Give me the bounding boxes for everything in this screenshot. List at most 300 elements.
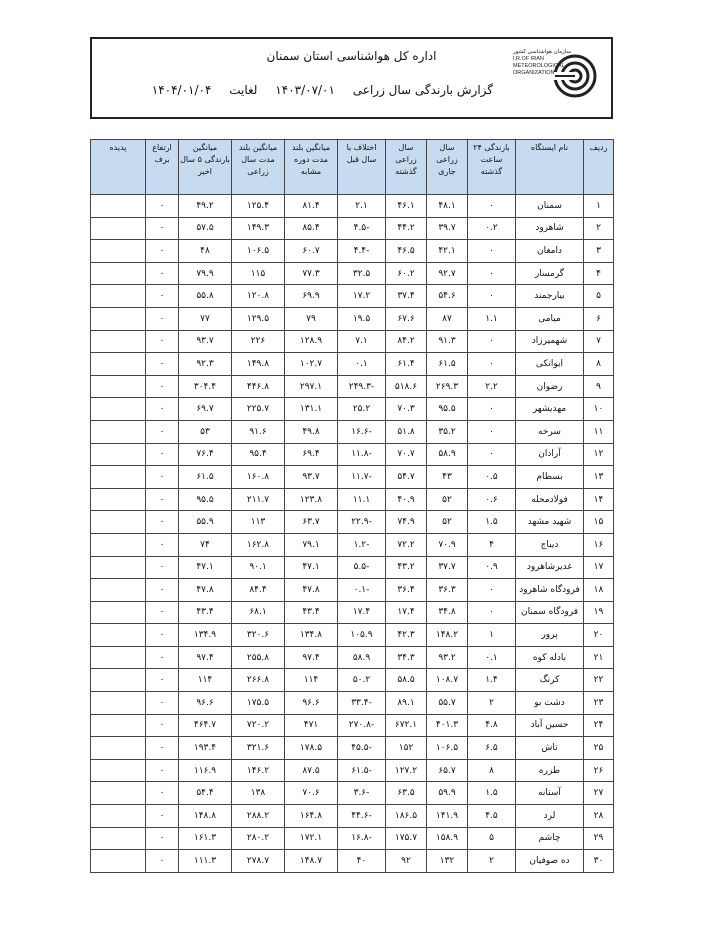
- table-cell: ۷۴.۹: [386, 511, 427, 534]
- table-cell: ۱۳۲: [427, 850, 468, 873]
- table-cell: ۱۰۵.۹: [338, 624, 386, 647]
- table-cell: ۱۶۴.۸: [285, 805, 338, 828]
- table-cell: [91, 624, 146, 647]
- table-cell: ۱۹۳.۴: [179, 737, 232, 760]
- table-row: [91, 669, 614, 692]
- table-cell: ۰: [146, 737, 179, 760]
- table-cell: ۲۷: [584, 782, 614, 805]
- station-name-cell: حسین آباد: [516, 714, 584, 737]
- table-cell: ۱۱۶.۹: [179, 759, 232, 782]
- table-cell: ۹۵.۴: [232, 443, 285, 466]
- table-cell: ۳۰: [584, 850, 614, 873]
- table-cell: ۱۳۴.۸: [285, 624, 338, 647]
- table-cell: ۹۳.۲: [427, 646, 468, 669]
- table-cell: [91, 579, 146, 602]
- table-cell: ۳۷.۴: [386, 285, 427, 308]
- table-row: [91, 195, 614, 218]
- station-name-cell: بیارجمند: [516, 285, 584, 308]
- table-cell: ۹۲.۳: [179, 353, 232, 376]
- table-cell: ۳۹.۷: [427, 217, 468, 240]
- until-label: لغایت: [229, 83, 258, 97]
- table-row: [91, 737, 614, 760]
- table-cell: ۰: [146, 240, 179, 263]
- table-row: [91, 579, 614, 602]
- column-header: اختلاف با سال قبل: [338, 140, 386, 195]
- table-cell: ۴.۸: [468, 714, 516, 737]
- table-cell: -۳.۶: [338, 782, 386, 805]
- table-cell: [91, 511, 146, 534]
- station-name-cell: طزره: [516, 759, 584, 782]
- table-cell: ۱۷۵.۷: [386, 827, 427, 850]
- table-cell: ۴: [584, 262, 614, 285]
- table-cell: ۱۲۵.۴: [232, 195, 285, 218]
- table-cell: ۲: [468, 692, 516, 715]
- table-cell: ۱۷۸.۵: [285, 737, 338, 760]
- table-cell: ۰: [146, 330, 179, 353]
- table-cell: ۰: [468, 443, 516, 466]
- table-cell: ۰: [468, 330, 516, 353]
- table-cell: ۱۹: [584, 601, 614, 624]
- table-cell: ۱۶۰.۸: [232, 466, 285, 489]
- table-cell: ۱۳۱.۱: [285, 398, 338, 421]
- table-cell: ۱.۱: [468, 307, 516, 330]
- table-cell: ۱۲۰.۸: [232, 285, 285, 308]
- table-cell: ۰: [146, 511, 179, 534]
- table-cell: ۸۷.۵: [285, 759, 338, 782]
- table-cell: ۲.۲: [468, 375, 516, 398]
- column-header: میانگین بلند مدت دوره مشابه: [285, 140, 338, 195]
- table-cell: ۴۸.۱: [427, 195, 468, 218]
- table-cell: [91, 488, 146, 511]
- table-cell: ۰: [146, 759, 179, 782]
- station-name-cell: لرد: [516, 805, 584, 828]
- table-cell: ۷۹: [285, 307, 338, 330]
- table-cell: ۱۷.۴: [338, 601, 386, 624]
- table-cell: ۴۹.۸: [285, 420, 338, 443]
- table-cell: ۶۷۲.۱: [386, 714, 427, 737]
- table-cell: ۷۰.۳: [386, 398, 427, 421]
- table-cell: ۱۱۳: [232, 511, 285, 534]
- table-row: [91, 420, 614, 443]
- table-cell: ۷۹.۱: [285, 533, 338, 556]
- table-cell: ۳۷.۷: [427, 556, 468, 579]
- table-cell: ۰: [146, 827, 179, 850]
- column-header: بارندگی ۲۴ ساعت گذشته: [468, 140, 516, 195]
- table-cell: ۳۵.۲: [427, 420, 468, 443]
- table-cell: ۱۸: [584, 579, 614, 602]
- table-cell: ۵: [468, 827, 516, 850]
- table-row: [91, 624, 614, 647]
- table-cell: ۰: [468, 353, 516, 376]
- station-name-cell: بادله کوه: [516, 646, 584, 669]
- table-cell: [91, 601, 146, 624]
- table-cell: ۵۵.۷: [427, 692, 468, 715]
- table-cell: ۲.۱: [338, 195, 386, 218]
- table-cell: ۸۹.۱: [386, 692, 427, 715]
- table-row: [91, 443, 614, 466]
- station-name-cell: میامی: [516, 307, 584, 330]
- table-row: [91, 330, 614, 353]
- table-cell: -۴.۴: [338, 240, 386, 263]
- table-cell: ۲۶۶.۸: [232, 669, 285, 692]
- table-cell: ۰.۵: [468, 466, 516, 489]
- table-cell: ۷: [584, 330, 614, 353]
- table-cell: ۵۵.۸: [179, 285, 232, 308]
- report-header: [90, 37, 613, 119]
- table-cell: ۰: [146, 398, 179, 421]
- table-cell: ۱۰۲.۷: [285, 353, 338, 376]
- table-cell: [91, 692, 146, 715]
- table-cell: ۲۲۵.۷: [232, 398, 285, 421]
- column-header: پدیده: [91, 140, 146, 195]
- table-cell: -۱۶.۸: [338, 827, 386, 850]
- table-cell: ۱۵۲: [386, 737, 427, 760]
- table-cell: ۵۷.۵: [179, 217, 232, 240]
- table-cell: [91, 195, 146, 218]
- table-row: [91, 375, 614, 398]
- table-cell: [91, 330, 146, 353]
- table-cell: ۹۰.۱: [232, 556, 285, 579]
- table-cell: ۳۲۱.۶: [232, 737, 285, 760]
- table-cell: ۷۷.۳: [285, 262, 338, 285]
- table-cell: [91, 850, 146, 873]
- table-cell: ۹۷.۴: [285, 646, 338, 669]
- table-cell: ۴۶۴.۷: [179, 714, 232, 737]
- station-name-cell: غدیرشاهرود: [516, 556, 584, 579]
- table-cell: ۴۴۶.۸: [232, 375, 285, 398]
- table-cell: ۷.۱: [338, 330, 386, 353]
- table-cell: ۰: [146, 307, 179, 330]
- table-cell: ۲۸۰.۲: [232, 827, 285, 850]
- table-cell: ۶۵.۷: [427, 759, 468, 782]
- table-cell: ۲۱۱.۷: [232, 488, 285, 511]
- table-cell: [91, 375, 146, 398]
- table-cell: ۷۰.۷: [386, 443, 427, 466]
- table-cell: ۷۰.۶: [285, 782, 338, 805]
- table-cell: -۱۶.۶: [338, 420, 386, 443]
- station-name-cell: فرودگاه سمنان: [516, 601, 584, 624]
- table-cell: ۶۹.۷: [179, 398, 232, 421]
- column-header: ارتفاع برف: [146, 140, 179, 195]
- table-row: [91, 692, 614, 715]
- table-cell: ۴۷۱: [285, 714, 338, 737]
- table-cell: ۵۱.۸: [386, 420, 427, 443]
- table-cell: ۲۹۷.۱: [285, 375, 338, 398]
- table-cell: [91, 466, 146, 489]
- table-cell: ۰: [468, 579, 516, 602]
- table-cell: ۱۳۸: [232, 782, 285, 805]
- table-cell: ۱۶: [584, 533, 614, 556]
- column-header: ردیف: [584, 140, 614, 195]
- station-name-cell: فرودگاه شاهرود: [516, 579, 584, 602]
- table-cell: ۶۱.۴: [386, 353, 427, 376]
- table-cell: ۳۶.۳: [427, 579, 468, 602]
- table-cell: -۱۱.۸: [338, 443, 386, 466]
- table-cell: ۲۳: [584, 692, 614, 715]
- table-cell: -۴۴.۶: [338, 805, 386, 828]
- table-cell: ۰: [146, 556, 179, 579]
- table-cell: ۰: [468, 195, 516, 218]
- table-cell: ۴۲.۱: [427, 240, 468, 263]
- table-cell: ۲۵.۲: [338, 398, 386, 421]
- station-name-cell: شهمیرزاد: [516, 330, 584, 353]
- table-row: [91, 850, 614, 873]
- table-cell: ۹۵.۵: [427, 398, 468, 421]
- table-cell: ۳: [584, 240, 614, 263]
- table-cell: ۳۲.۵: [338, 262, 386, 285]
- table-cell: ۴۷.۱: [179, 556, 232, 579]
- table-cell: ۴۶.۵: [386, 240, 427, 263]
- station-name-cell: ایوانکی: [516, 353, 584, 376]
- table-cell: ۸۱.۴: [285, 195, 338, 218]
- table-cell: ۱۷: [584, 556, 614, 579]
- column-header: سال زراعی جاری: [427, 140, 468, 195]
- station-name-cell: سرخه: [516, 420, 584, 443]
- table-cell: ۵۴.۴: [179, 782, 232, 805]
- table-row: [91, 217, 614, 240]
- table-cell: ۸: [584, 353, 614, 376]
- table-cell: ۱۵: [584, 511, 614, 534]
- station-name-cell: فولادمحله: [516, 488, 584, 511]
- table-cell: ۶۱.۵: [427, 353, 468, 376]
- table-cell: ۴۷.۱: [285, 556, 338, 579]
- table-cell: ۵۹.۹: [427, 782, 468, 805]
- table-cell: ۱۴۹.۳: [232, 217, 285, 240]
- table-cell: ۱۲۸.۹: [285, 330, 338, 353]
- table-row: [91, 805, 614, 828]
- table-cell: -۲۴۹.۳: [338, 375, 386, 398]
- table-cell: ۱۱: [584, 420, 614, 443]
- table-row: [91, 533, 614, 556]
- table-cell: -۵.۵: [338, 556, 386, 579]
- station-name-cell: تاش: [516, 737, 584, 760]
- table-cell: ۷۲۰.۲: [232, 714, 285, 737]
- table-cell: -۳۳.۴: [338, 692, 386, 715]
- table-row: [91, 398, 614, 421]
- table-cell: ۹۱.۶: [232, 420, 285, 443]
- table-row: [91, 353, 614, 376]
- table-cell: ۰: [146, 262, 179, 285]
- table-cell: ۷۷: [179, 307, 232, 330]
- table-cell: ۴۸: [179, 240, 232, 263]
- table-cell: ۹۶.۶: [179, 692, 232, 715]
- table-cell: [91, 262, 146, 285]
- column-header: سال زراعی گذشته: [386, 140, 427, 195]
- table-row: [91, 646, 614, 669]
- table-cell: ۳۰۴.۴: [179, 375, 232, 398]
- table-cell: ۵۱۸.۶: [386, 375, 427, 398]
- table-cell: ۲۲۶: [232, 330, 285, 353]
- table-cell: ۴۷.۸: [179, 579, 232, 602]
- rainfall-table-container: [90, 139, 613, 873]
- table-cell: ۴۳.۴: [285, 601, 338, 624]
- table-cell: ۱۰: [584, 398, 614, 421]
- table-body: [91, 195, 614, 873]
- table-cell: ۱۸۶.۵: [386, 805, 427, 828]
- table-cell: [91, 398, 146, 421]
- station-name-cell: رضوان: [516, 375, 584, 398]
- table-cell: ۱: [584, 195, 614, 218]
- table-cell: ۲۹: [584, 827, 614, 850]
- table-cell: ۱۷۵.۵: [232, 692, 285, 715]
- table-cell: ۰: [468, 601, 516, 624]
- station-name-cell: بسطام: [516, 466, 584, 489]
- table-cell: [91, 307, 146, 330]
- table-row: [91, 307, 614, 330]
- table-cell: ۱۱.۱: [338, 488, 386, 511]
- table-cell: ۹۳.۷: [179, 330, 232, 353]
- station-name-cell: مهدیشهر: [516, 398, 584, 421]
- station-name-cell: چاشم: [516, 827, 584, 850]
- table-cell: ۲۶۹.۳: [427, 375, 468, 398]
- table-cell: ۹۵.۵: [179, 488, 232, 511]
- table-cell: ۱۱۱.۳: [179, 850, 232, 873]
- table-cell: -۲۲.۹: [338, 511, 386, 534]
- table-cell: ۶۷.۶: [386, 307, 427, 330]
- table-cell: ۶۰.۷: [285, 240, 338, 263]
- table-cell: ۶۸.۱: [232, 601, 285, 624]
- table-row: [91, 285, 614, 308]
- station-name-cell: کرنگ: [516, 669, 584, 692]
- station-name-cell: شاهرود: [516, 217, 584, 240]
- table-cell: ۲۸۸.۲: [232, 805, 285, 828]
- table-cell: ۵۴.۷: [386, 466, 427, 489]
- table-cell: ۱۴۸.۷: [285, 850, 338, 873]
- table-cell: ۱۶۱.۳: [179, 827, 232, 850]
- table-cell: ۱۲۷.۲: [386, 759, 427, 782]
- table-cell: ۵۸.۹: [427, 443, 468, 466]
- table-cell: ۱۴۸.۸: [179, 805, 232, 828]
- station-name-cell: دشت بو: [516, 692, 584, 715]
- table-cell: ۱: [468, 624, 516, 647]
- table-cell: [91, 353, 146, 376]
- table-cell: -۶۱.۵: [338, 759, 386, 782]
- table-cell: ۱۷۲.۱: [285, 827, 338, 850]
- table-cell: ۰: [146, 488, 179, 511]
- table-cell: ۹۷.۴: [179, 646, 232, 669]
- table-cell: ۲۰: [584, 624, 614, 647]
- station-name-cell: آرادان: [516, 443, 584, 466]
- table-cell: [91, 782, 146, 805]
- table-cell: ۲۵: [584, 737, 614, 760]
- table-row: [91, 466, 614, 489]
- table-cell: ۰.۶: [468, 488, 516, 511]
- station-name-cell: شهید مشهد: [516, 511, 584, 534]
- table-cell: [91, 420, 146, 443]
- table-cell: ۱۴: [584, 488, 614, 511]
- table-cell: ۱۲: [584, 443, 614, 466]
- table-cell: ۰: [468, 285, 516, 308]
- report-subtitle: [138, 83, 493, 97]
- column-header: میانگین بارندگی ۵ سال اخیر: [179, 140, 232, 195]
- table-cell: ۱۵۸.۹: [427, 827, 468, 850]
- table-cell: ۶.۵: [468, 737, 516, 760]
- table-cell: -۱.۲: [338, 533, 386, 556]
- table-cell: ۲۵۵.۸: [232, 646, 285, 669]
- table-row: [91, 240, 614, 263]
- table-cell: ۲۱: [584, 646, 614, 669]
- table-row: [91, 262, 614, 285]
- station-name-cell: گرمسار: [516, 262, 584, 285]
- table-cell: ۰: [146, 850, 179, 873]
- table-cell: ۸۴.۲: [386, 330, 427, 353]
- date-from: ۱۴۰۳/۰۷/۰۱: [275, 83, 335, 97]
- table-cell: [91, 443, 146, 466]
- table-cell: ۴۳.۴: [179, 601, 232, 624]
- table-cell: ۶: [584, 307, 614, 330]
- table-cell: -۴۵.۵: [338, 737, 386, 760]
- table-cell: ۸۴.۴: [232, 579, 285, 602]
- table-cell: ۴۲.۳: [386, 624, 427, 647]
- station-name-cell: سمنان: [516, 195, 584, 218]
- table-cell: ۴۳.۲: [386, 556, 427, 579]
- table-cell: ۱۳۴.۹: [179, 624, 232, 647]
- table-cell: ۰: [146, 443, 179, 466]
- table-cell: ۱۰۶.۵: [232, 240, 285, 263]
- table-cell: ۸: [468, 759, 516, 782]
- station-name-cell: دامغان: [516, 240, 584, 263]
- column-header: میانگین بلند مدت سال زراعی: [232, 140, 285, 195]
- column-header: نام ایستگاه: [516, 140, 584, 195]
- table-cell: [91, 240, 146, 263]
- table-row: [91, 759, 614, 782]
- table-cell: ۶۳.۵: [386, 782, 427, 805]
- table-cell: ۶۹.۹: [285, 285, 338, 308]
- table-cell: ۸۵.۴: [285, 217, 338, 240]
- table-cell: ۲۴: [584, 714, 614, 737]
- table-cell: ۸۷: [427, 307, 468, 330]
- table-cell: [91, 646, 146, 669]
- table-cell: ۰.۲: [468, 217, 516, 240]
- table-cell: ۰: [146, 217, 179, 240]
- table-cell: ۷۰.۹: [427, 533, 468, 556]
- table-cell: ۱۴۶.۲: [232, 759, 285, 782]
- rainfall-table: [90, 139, 614, 873]
- table-cell: ۱.۴: [468, 669, 516, 692]
- table-cell: [91, 533, 146, 556]
- table-cell: [91, 714, 146, 737]
- table-cell: ۹۳.۷: [285, 466, 338, 489]
- table-cell: ۳۴.۳: [386, 646, 427, 669]
- logo-line: I.R.OF IRAN: [513, 56, 544, 62]
- logo-line: سازمان هواشناسی کشور: [513, 49, 572, 55]
- table-cell: -۰.۱: [338, 579, 386, 602]
- table-cell: ۷۴: [179, 533, 232, 556]
- table-cell: ۰: [146, 646, 179, 669]
- table-cell: [91, 285, 146, 308]
- table-cell: ۱۴۹.۸: [232, 353, 285, 376]
- table-cell: ۶۳.۷: [285, 511, 338, 534]
- date-to: ۱۴۰۴/۰۱/۰۴: [151, 83, 212, 97]
- table-cell: ۱۷.۴: [386, 601, 427, 624]
- table-cell: ۵۰.۲: [338, 669, 386, 692]
- table-cell: ۶۹.۴: [285, 443, 338, 466]
- table-cell: ۵۲: [427, 488, 468, 511]
- table-cell: ۳۴.۸: [427, 601, 468, 624]
- table-cell: ۰: [146, 805, 179, 828]
- table-cell: ۹۲: [386, 850, 427, 873]
- table-cell: ۲۷۸.۷: [232, 850, 285, 873]
- table-row: [91, 827, 614, 850]
- table-row: [91, 601, 614, 624]
- table-cell: ۱۶۲.۸: [232, 533, 285, 556]
- table-cell: ۰: [146, 195, 179, 218]
- table-cell: [91, 737, 146, 760]
- table-cell: ۳۲۰.۶: [232, 624, 285, 647]
- table-cell: ۵۳: [179, 420, 232, 443]
- table-cell: ۱۱۵: [232, 262, 285, 285]
- table-cell: ۰.۱: [338, 353, 386, 376]
